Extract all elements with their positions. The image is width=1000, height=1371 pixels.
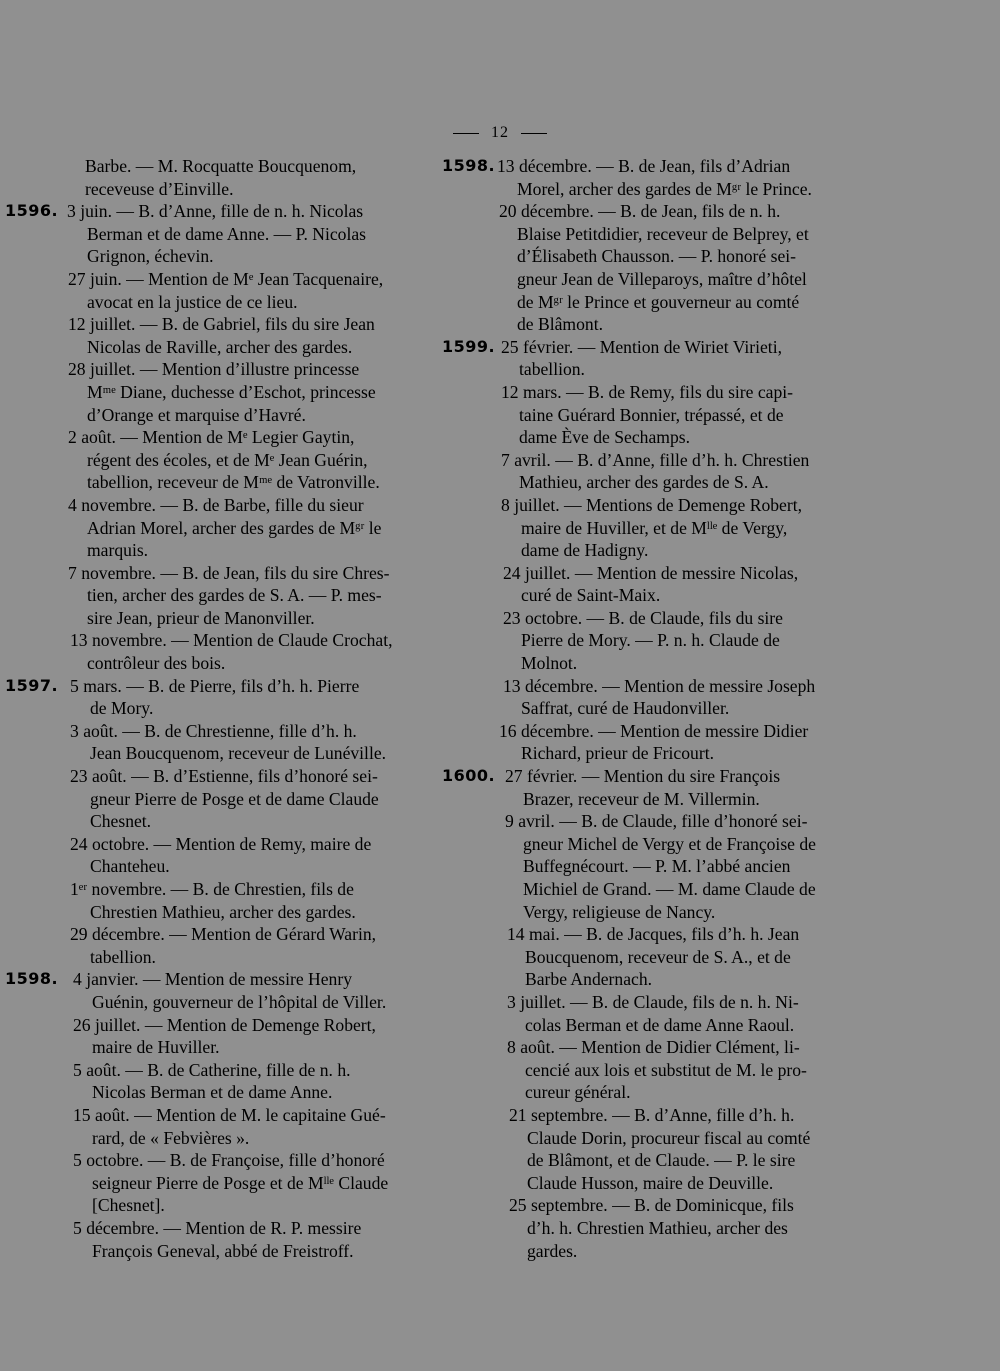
register-entry: [437, 336, 867, 381]
entry-date-line: 25 février. — Mention de Wiriet Virieti,: [501, 336, 782, 357]
page-number-text: 12: [491, 124, 509, 141]
register-entry: [437, 449, 867, 494]
register-entry: [0, 1104, 430, 1149]
register-entry: [437, 991, 867, 1036]
entry-text-line: receveuse d’Einville.: [85, 178, 234, 199]
year-heading: 1600.: [442, 766, 496, 786]
entry-date-line: 2 août. — Mention de Mᵉ Legier Gaytin,: [68, 427, 355, 448]
register-entry: [0, 675, 430, 720]
register-entry: [437, 675, 867, 720]
entry-text-line: tabellion.: [519, 359, 585, 380]
entry-date-line: 3 juin. — B. d’Anne, fille de n. h. Nicolas: [67, 201, 364, 222]
entry-date-line: 13 décembre. — Mention de messire Joseph: [503, 675, 816, 696]
entry-text-line: contrôleur des bois.: [87, 653, 226, 674]
entry-text-line: Chanteheu.: [90, 856, 170, 877]
entry-text-line: François Geneval, abbé de Freistroff.: [92, 1240, 354, 1261]
entry-text-line: cencié aux lois et substitut de M. le pro-: [525, 1059, 807, 1080]
register-entry: [437, 1104, 867, 1194]
entry-text-line: de Mᵍʳ le Prince et gouverneur au comté: [517, 291, 800, 312]
entry-date-line: 5 décembre. — Mention de R. P. messire: [73, 1217, 362, 1238]
register-entry: [0, 426, 430, 494]
entry-text-line: marquis.: [87, 540, 149, 561]
register-entry: [0, 1149, 430, 1217]
register-entry: [437, 562, 867, 607]
entry-text-line: Jean Boucquenom, receveur de Lunéville.: [90, 743, 387, 764]
entry-date-line: 4 janvier. — Mention de messire Henry: [73, 969, 352, 990]
entry-text-line: taine Guérard Bonnier, trépassé, et de: [519, 404, 784, 425]
entry-text-line: tien, archer des gardes de S. A. — P. mes-: [87, 585, 382, 606]
entry-date-line: Barbe. — M. Rocquatte Boucquenom,: [85, 156, 357, 176]
entry-date-line: 9 avril. — B. de Claude, fille d’honoré sei-: [505, 811, 808, 832]
entry-text-line: Blaise Petitdidier, receveur de Belprey, et: [517, 223, 809, 244]
right-column: [437, 155, 867, 1262]
entry-text-line: colas Berman et de dame Anne Raoul.: [525, 1014, 795, 1035]
entry-text-line: d’Élisabeth Chausson. — P. honoré sei-: [517, 246, 797, 267]
entry-text-line: maire de Huviller, et de Mˡˡᵉ de Vergy,: [521, 517, 788, 538]
entry-text-line: Vergy, religieuse de Nancy.: [523, 901, 716, 922]
entry-text-line: sire Jean, prieur de Manonviller.: [87, 607, 315, 628]
entry-text-line: de Blâmont.: [517, 314, 604, 335]
register-entry: [0, 562, 430, 630]
entry-text-line: Pierre de Mory. — P. n. h. Claude de: [521, 630, 780, 651]
entry-text-line: Claude Dorin, procureur fiscal au comté: [527, 1127, 811, 1148]
entry-text-line: d’Orange et marquise d’Havré.: [87, 404, 306, 425]
register-entry: [437, 1194, 867, 1262]
entry-date-line: 14 mai. — B. de Jacques, fils d’h. h. Jean: [507, 924, 800, 945]
entry-text-line: cureur général.: [525, 1082, 631, 1103]
year-heading: 1596.: [5, 201, 59, 221]
entry-text-line: de Mory.: [90, 698, 154, 719]
entry-date-line: 27 juin. — Mention de Mᵉ Jean Tacquenaire,: [68, 268, 384, 289]
entry-date-line: 24 octobre. — Mention de Remy, maire de: [70, 833, 372, 854]
entry-text-line: Buffegnécourt. — P. M. l’abbé ancien: [523, 856, 791, 877]
register-entry: [437, 200, 867, 336]
register-entry: [0, 833, 430, 878]
entry-text-line: rard, de « Febvières ».: [92, 1127, 250, 1148]
entry-date-line: 4 novembre. — B. de Barbe, fille du sieur: [68, 494, 364, 515]
entry-date-line: 8 juillet. — Mentions de Demenge Robert,: [501, 494, 802, 515]
entry-date-line: 7 novembre. — B. de Jean, fils du sire Chres-: [68, 562, 390, 583]
year-heading: 1599.: [442, 336, 496, 356]
entry-text-line: Grignon, échevin.: [87, 246, 214, 267]
entry-date-line: 24 juillet. — Mention de messire Nicolas,: [503, 562, 799, 583]
year-heading: 1598.: [5, 969, 59, 989]
register-entry: [0, 1059, 430, 1104]
register-entry: [437, 607, 867, 675]
entry-date-line: 3 juillet. — B. de Claude, fils de n. h. Ni-: [507, 991, 799, 1012]
entry-text-line: curé de Saint-Maix.: [521, 585, 661, 606]
register-entry: [0, 1217, 430, 1262]
entry-text-line: Brazer, receveur de M. Villermin.: [523, 788, 760, 809]
register-entry: [437, 810, 867, 923]
entry-text-line: tabellion.: [90, 946, 156, 967]
entry-text-line: Boucquenom, receveur de S. A., et de: [525, 946, 791, 967]
entry-text-line: avocat en la justice de ce lieu.: [87, 291, 298, 312]
entry-text-line: gneur Jean de Villeparoys, maître d’hôtel: [517, 268, 807, 289]
register-entry: [0, 923, 430, 968]
entry-text-line: maire de Huviller.: [92, 1037, 220, 1058]
entry-text-line: Richard, prieur de Fricourt.: [521, 743, 714, 764]
entry-text-line: Barbe Andernach.: [525, 969, 653, 990]
entry-date-line: 15 août. — Mention de M. le capitaine Gué-: [73, 1104, 386, 1125]
register-entry: [437, 1036, 867, 1104]
entry-date-line: 8 août. — Mention de Didier Clément, li-: [507, 1037, 800, 1058]
entry-text-line: Berman et de dame Anne. — P. Nicolas: [87, 223, 366, 244]
register-entry: [437, 381, 867, 449]
register-entry: [0, 494, 430, 562]
entry-text-line: tabellion, receveur de Mᵐᵉ de Vatronville.: [87, 472, 380, 493]
entry-date-line: 16 décembre. — Mention de messire Didier: [499, 720, 809, 741]
entry-text-line: Chrestien Mathieu, archer des gardes.: [90, 901, 356, 922]
entry-text-line: [Chesnet].: [92, 1195, 165, 1216]
entry-date-line: 29 décembre. — Mention de Gérard Warin,: [70, 924, 377, 945]
entry-date-line: 13 novembre. — Mention de Claude Crochat,: [70, 630, 393, 651]
entry-text-line: seigneur Pierre de Posge et de Mˡˡᵉ Claude: [92, 1172, 389, 1193]
entry-date-line: 5 octobre. — B. de Françoise, fille d’honoré: [73, 1150, 385, 1171]
register-entry: [437, 494, 867, 562]
entry-date-line: 28 juillet. — Mention d’illustre princesse: [68, 359, 360, 380]
entry-text-line: Morel, archer des gardes de Mᵍʳ le Prince.: [517, 178, 812, 199]
entry-text-line: Adrian Morel, archer des gardes de Mᵍʳ le: [87, 517, 382, 538]
year-heading: 1597.: [5, 675, 59, 695]
register-entry: [437, 765, 867, 810]
entry-date-line: 23 août. — B. d’Estienne, fils d’honoré sei-: [70, 766, 378, 787]
entry-text-line: dame de Hadigny.: [521, 540, 649, 561]
register-entry: [0, 878, 430, 923]
entry-text-line: gneur Pierre de Posge et de dame Claude: [90, 788, 379, 809]
entry-text-line: Guénin, gouverneur de l’hôpital de Viller.: [92, 991, 387, 1012]
entry-text-line: d’h. h. Chrestien Mathieu, archer des: [527, 1217, 788, 1238]
entry-date-line: 13 décembre. — B. de Jean, fils d’Adrian: [497, 156, 791, 176]
entry-text-line: Michiel de Grand. — M. dame Claude de: [523, 879, 816, 899]
register-entry: [0, 313, 430, 358]
entry-date-line: 23 octobre. — B. de Claude, fils du sire: [503, 607, 783, 628]
register-entry: [0, 358, 430, 426]
register-entry: [0, 1014, 430, 1059]
entry-text-line: Mathieu, archer des gardes de S. A.: [519, 472, 769, 493]
entry-date-line: 1ᵉʳ novembre. — B. de Chrestien, fils de: [70, 879, 354, 899]
page-number: [0, 124, 1000, 142]
entry-date-line: 27 février. — Mention du sire François: [505, 766, 781, 787]
entry-text-line: Saffrat, curé de Haudonviller.: [521, 698, 730, 719]
register-entry: [437, 923, 867, 991]
register-entry: [0, 200, 430, 268]
dash-right: [521, 133, 547, 134]
year-heading: 1598.: [442, 156, 496, 175]
entry-date-line: 25 septembre. — B. de Dominicque, fils: [509, 1195, 794, 1216]
entry-text-line: Nicolas de Raville, archer des gardes.: [87, 336, 353, 357]
left-column: [0, 155, 430, 1262]
dash-left: [453, 133, 479, 134]
register-entry: [0, 629, 430, 674]
entry-text-line: Mᵐᵉ Diane, duchesse d’Eschot, princesse: [87, 381, 376, 402]
register-entry: [0, 968, 430, 1013]
entry-text-line: Molnot.: [521, 653, 578, 674]
register-entry: [437, 155, 867, 200]
entry-date-line: 5 mars. — B. de Pierre, fils d’h. h. Pierre: [70, 675, 360, 696]
entry-text-line: gneur Michel de Vergy et de Françoise de: [523, 833, 816, 854]
entry-date-line: 12 juillet. — B. de Gabriel, fils du sire Jean: [68, 314, 375, 335]
register-entry: [437, 720, 867, 765]
entry-date-line: 5 août. — B. de Catherine, fille de n. h.: [73, 1059, 351, 1080]
entry-date-line: 26 juillet. — Mention de Demenge Robert,: [73, 1014, 376, 1035]
register-entry: [0, 765, 430, 833]
register-entry: [0, 155, 430, 200]
entry-date-line: 7 avril. — B. d’Anne, fille d’h. h. Chrestien: [501, 449, 810, 470]
register-entry: [0, 268, 430, 313]
entry-text-line: Claude Husson, maire de Deuville.: [527, 1172, 774, 1193]
entry-date-line: 20 décembre. — B. de Jean, fils de n. h.: [499, 201, 781, 222]
entry-date-line: 21 septembre. — B. d’Anne, fille d’h. h.: [509, 1104, 795, 1125]
entry-text-line: dame Ève de Sechamps.: [519, 427, 690, 448]
entry-date-line: 12 mars. — B. de Remy, fils du sire capi-: [501, 381, 794, 402]
register-entry: [0, 720, 430, 765]
entry-text-line: régent des écoles, et de Mᵉ Jean Guérin,: [87, 449, 368, 470]
entry-text-line: Chesnet.: [90, 811, 152, 832]
entry-text-line: gardes.: [527, 1240, 578, 1261]
entry-date-line: 3 août. — B. de Chrestienne, fille d’h. h.: [70, 720, 357, 741]
entry-text-line: Nicolas Berman et de dame Anne.: [92, 1082, 333, 1103]
entry-text-line: de Blâmont, et de Claude. — P. le sire: [527, 1150, 796, 1171]
